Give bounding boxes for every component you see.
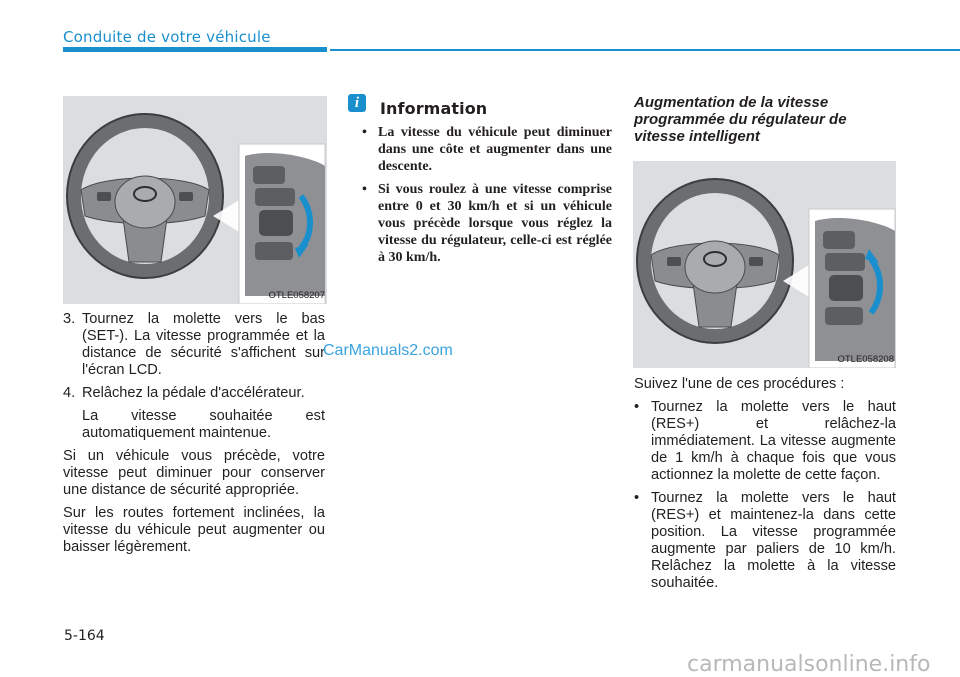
step-text: Tournez la molette vers le bas (SET-). La vitesse programmée et la distance de sécurité s'affichent sur l'écran LCD. (82, 311, 325, 378)
section-title: Conduite de votre véhicule (63, 28, 271, 46)
info-item-text: Si vous roulez à une vitesse comprise entre 0 et 30 km/h et si un véhicule vous précède lorsque vous réglez la vitesse du régulateur, celle-ci est réglée à 30 km/h. (378, 182, 612, 265)
info-list (362, 124, 612, 272)
bullet-icon: • (634, 490, 640, 506)
info-title: Information (380, 99, 488, 118)
watermark-link[interactable]: CarManuals2.com (323, 342, 453, 359)
header-rule-left (63, 47, 327, 52)
bullet-icon: • (634, 399, 640, 415)
info-icon: i (348, 94, 366, 112)
step-text: Relâchez la pédale d'accélérateur. (82, 385, 305, 401)
paragraph-slopes: Sur les routes fortement inclinées, la vitesse du véhicule peut augmenter ou baisser légèrement. (63, 505, 325, 555)
section-heading: Augmentation de la vitesse programmée du régulateur de vitesse intelligent (634, 94, 847, 145)
info-item (362, 181, 612, 266)
steering-wheel-illustration (633, 161, 896, 368)
steering-wheel-illustration (63, 96, 327, 304)
step-4 (63, 385, 325, 402)
procedure-item (634, 490, 896, 592)
procedure-item (634, 399, 896, 484)
step-number: 3. (63, 311, 76, 327)
figure-caption: OTLE058207 (268, 290, 325, 301)
page-number: 5-164 (64, 628, 105, 644)
watermark-footer: carmanualsonline.info (687, 652, 931, 677)
step-3 (63, 311, 325, 379)
figure-caption: OTLE058208 (837, 354, 894, 365)
step-number: 4. (63, 385, 76, 401)
procedure-text: Tournez la molette vers le haut (RES+) et relâchez-la immédiatement. La vitesse augmente de 1 km/h à chaque fois que vous actionnez la molette de cette façon. (651, 399, 896, 483)
info-item (362, 124, 612, 175)
left-column (63, 311, 325, 562)
figure-steering-wheel-set (63, 96, 327, 304)
info-item-text: La vitesse du véhicule peut diminuer dans une côte et augmenter dans une descente. (378, 125, 612, 174)
procedure-text: Tournez la molette vers le haut (RES+) et maintenez-la dans cette position. La vitesse programmée augmente par paliers de 10 km/h. Relâchez la molette à la vitesse souhaitée. (651, 490, 896, 591)
bullet-icon: • (362, 182, 367, 197)
paragraph-vehicle-ahead: Si un véhicule vous précède, votre vitesse peut diminuer pour conserver une distance de sécurité appropriée. (63, 448, 325, 498)
bullet-icon: • (362, 125, 367, 140)
step-4-note: La vitesse souhaitée est automatiquement maintenue. (82, 408, 325, 441)
figure-steering-wheel-res (633, 161, 896, 368)
right-column (634, 376, 896, 598)
header-rule-right (330, 49, 960, 51)
procedures-intro: Suivez l'une de ces procédures : (634, 376, 845, 392)
